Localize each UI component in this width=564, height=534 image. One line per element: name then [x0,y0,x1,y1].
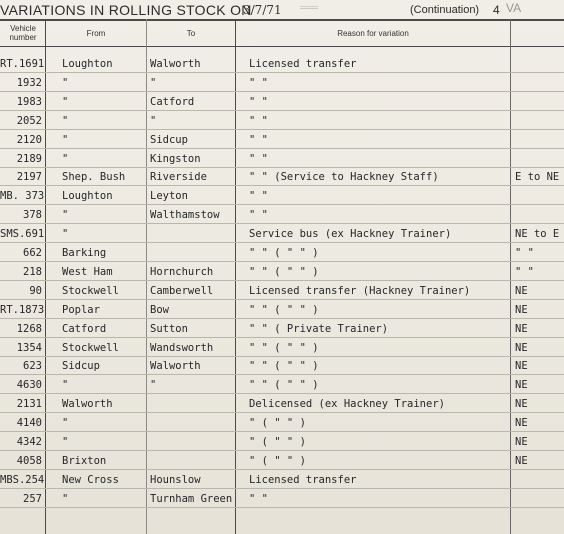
row-rule [0,393,564,394]
cell-vehicle: 4058 [16,455,42,467]
row-rule [0,110,564,111]
cell-from: Stockwell [62,342,119,354]
cell-extra: " " [515,266,534,278]
row-rule [0,148,564,149]
col-header-from: From [86,29,106,38]
cell-reason: " " [249,190,268,202]
cell-vehicle: SMS.691 [0,228,45,240]
cell-vehicle: 378 [23,209,42,221]
cell-extra: NE [515,417,528,429]
cell-vehicle: 1932 [16,77,42,89]
cell-extra: NE [515,304,528,316]
cell-from: " [62,209,69,221]
col-divider-vehicle [45,19,46,534]
row-rule [0,488,564,489]
cell-reason: " " ( " " ) [249,304,319,316]
cell-vehicle: 2052 [16,115,42,127]
bleed-through-text: VA [506,1,522,15]
cell-to: Riverside [150,171,207,183]
cell-vehicle: 257 [23,493,42,505]
cell-to: Turnham Green [150,493,233,505]
cell-from: Loughton [62,58,113,70]
cell-reason: " " [249,153,268,165]
cell-from: " [62,228,69,240]
cell-extra: NE [515,436,528,448]
cell-vehicle: 662 [23,247,42,259]
cell-reason: " ( " " ) [249,417,306,429]
cell-to: " [150,379,157,391]
cell-vehicle: 2189 [16,153,42,165]
cell-from: Catford [62,323,107,335]
col-divider-reason [510,19,511,534]
cell-vehicle: MB. 373 [0,190,45,202]
cell-reason: " " [249,493,268,505]
cell-reason: " ( " " ) [249,436,306,448]
col-header-to: To [186,29,196,38]
row-rule [0,469,564,470]
cell-extra: NE [515,285,528,297]
row-rule [0,507,564,508]
row-rule [0,242,564,243]
row-rule [0,129,564,130]
row-rule [0,91,564,92]
cell-vehicle: 4342 [16,436,42,448]
row-rule [0,72,564,73]
cell-vehicle: MBS.254 [0,474,45,486]
row-rule [0,167,564,168]
cell-vehicle: 218 [23,266,42,278]
cell-vehicle: 623 [23,360,42,372]
row-rule [0,223,564,224]
cell-from: West Ham [62,266,113,278]
cell-from: Shep. Bush [62,171,126,183]
cell-to: Walthamstow [150,209,220,221]
cell-to: Camberwell [150,285,214,297]
col-divider-to [235,19,236,534]
cell-vehicle: RT.1873 [0,304,45,316]
cell-vehicle: 2120 [16,134,42,146]
cell-reason: " " [249,134,268,146]
cell-from: Walworth [62,398,113,410]
header-bottom-rule [0,46,564,47]
cell-reason: " " [249,77,268,89]
cell-from: Stockwell [62,285,119,297]
row-rule [0,299,564,300]
cell-from: " [62,436,69,448]
cell-to: Leyton [150,190,188,202]
document-date: 3/7/71 [243,3,282,17]
cell-reason: " " ( Private Trainer) [249,323,389,335]
cell-extra: NE to E [515,228,560,240]
cell-vehicle: 1268 [16,323,42,335]
cell-vehicle: RT.1691 [0,58,45,70]
cell-vehicle: 2131 [16,398,42,410]
cell-vehicle: 2197 [16,171,42,183]
col-divider-from [146,19,147,534]
cell-reason: " " (Service to Hackney Staff) [249,171,439,183]
cell-extra: NE [515,398,528,410]
row-rule [0,450,564,451]
cell-to: " [150,77,157,89]
cell-reason: " " [249,96,268,108]
cell-from: " [62,153,69,165]
page-number: 4 [493,3,500,17]
cell-reason: " " [249,209,268,221]
cell-reason: " ( " " ) [249,455,306,467]
col-header-vehicle: Vehicle number [9,24,37,42]
cell-extra: E to NE [515,171,560,183]
cell-to: Wandsworth [150,342,214,354]
cell-from: " [62,96,69,108]
cell-from: " [62,379,69,391]
page-title: VARIATIONS IN ROLLING STOCK ON [0,2,252,18]
cell-to: Bow [150,304,169,316]
cell-from: " [62,417,69,429]
cell-to: Hornchurch [150,266,214,278]
cell-from: Loughton [62,190,113,202]
cell-from: Brixton [62,455,107,467]
cell-to: " [150,115,157,127]
cell-to: Walworth [150,360,201,372]
cell-from: New Cross [62,474,119,486]
cell-reason: Licensed transfer (Hackney Trainer) [249,285,471,297]
cell-vehicle: 1354 [16,342,42,354]
cell-to: Walworth [150,58,201,70]
cell-extra: NE [515,360,528,372]
cell-extra: NE [515,455,528,467]
cell-vehicle: 1983 [16,96,42,108]
cell-to: Sidcup [150,134,188,146]
cell-to: Kingston [150,153,201,165]
continuation-label: (Continuation) [410,4,480,16]
cell-reason: " " [249,115,268,127]
cell-reason: Service bus (ex Hackney Trainer) [249,228,452,240]
cell-reason: " " ( " " ) [249,266,319,278]
row-rule [0,374,564,375]
cell-reason: Licensed transfer [249,58,357,70]
row-rule [0,261,564,262]
cell-from: Sidcup [62,360,100,372]
cell-from: " [62,134,69,146]
cell-from: " [62,493,69,505]
row-rule [0,356,564,357]
cell-extra: NE [515,323,528,335]
cell-reason: " " ( " " ) [249,342,319,354]
col-header-reason: Reason for variation [337,29,409,38]
cell-vehicle: 4140 [16,417,42,429]
row-rule [0,318,564,319]
cell-reason: Licensed transfer [249,474,357,486]
bleed-through-mark: ═══ [300,3,319,14]
cell-reason: " " ( " " ) [249,360,319,372]
row-rule [0,337,564,338]
row-rule [0,431,564,432]
cell-extra: NE [515,342,528,354]
row-rule [0,280,564,281]
cell-extra: " " [515,247,534,259]
row-rule [0,412,564,413]
cell-to: Hounslow [150,474,201,486]
cell-from: Barking [62,247,107,259]
cell-from: " [62,77,69,89]
cell-from: Poplar [62,304,100,316]
cell-vehicle: 4630 [16,379,42,391]
row-rule [0,204,564,205]
cell-reason: " " ( " " ) [249,247,319,259]
cell-reason: " " ( " " ) [249,379,319,391]
cell-extra: NE [515,379,528,391]
cell-from: " [62,115,69,127]
cell-to: Catford [150,96,195,108]
header-top-rule [0,19,564,21]
cell-reason: Delicensed (ex Hackney Trainer) [249,398,445,410]
cell-to: Sutton [150,323,188,335]
cell-vehicle: 90 [29,285,42,297]
row-rule [0,185,564,186]
